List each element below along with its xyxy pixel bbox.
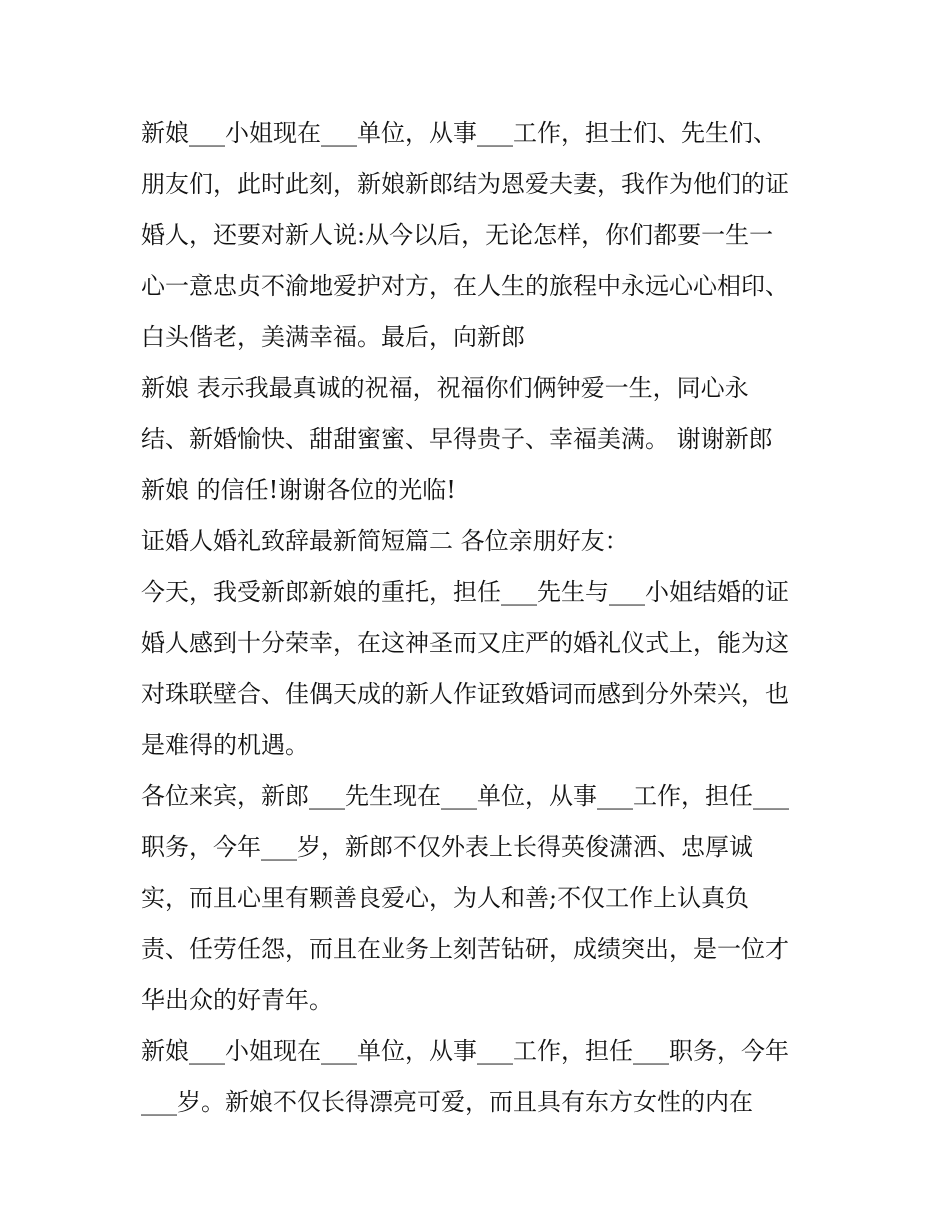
document-body	[141, 108, 821, 1128]
text-line: 责、任劳任怨，而且在业务上刻苦钻研，成绩突出，是一位才	[141, 935, 789, 963]
text-line: 职务，今年___岁，新郎不仅外表上长得英俊潇洒、忠厚诚	[141, 833, 753, 861]
text-line: 今天，我受新郎新娘的重托，担任___先生与___小姐结婚的证	[141, 578, 789, 606]
text-line: 对珠联壁合、佳偶天成的新人作证致婚词而感到分外荣兴，也	[141, 680, 789, 708]
text-line: 各位来宾，新郎___先生现在___单位，从事___工作，担任___	[141, 782, 789, 810]
text-line: 实，而且心里有颗善良爱心，为人和善;不仅工作上认真负	[141, 884, 750, 912]
text-line: 是难得的机遇。	[141, 731, 309, 759]
text-line: 朋友们，此时此刻，新娘新郎结为恩爱夫妻，我作为他们的证	[141, 170, 789, 198]
text-line: 心一意忠贞不渝地爱护对方，在人生的旅程中永远心心相印、	[141, 272, 789, 300]
text-line: 婚人，还要对新人说:从今以后，无论怎样，你们都要一生一	[141, 221, 774, 249]
text-line: 新娘 的信任!谢谢各位的光临!	[141, 476, 456, 504]
text-line: 新娘___小姐现在___单位，从事___工作，担士们、先生们、	[141, 119, 777, 147]
text-line: 新娘 表示我最真诚的祝福，祝福你们俩钟爱一生，同心永	[141, 374, 749, 402]
text-line: 白头偕老，美满幸福。最后，向新郎	[141, 323, 525, 351]
text-line: 婚人感到十分荣幸，在这神圣而又庄严的婚礼仪式上，能为这	[141, 629, 789, 657]
section-heading-line: 证婚人婚礼致辞最新简短篇二 各位亲朋好友：	[141, 527, 629, 555]
text-line: ___岁。新娘不仅长得漂亮可爱，而且具有东方女性的内在	[141, 1088, 753, 1116]
text-line: 新娘___小姐现在___单位，从事___工作，担任___职务，今年	[141, 1037, 789, 1065]
text-line: 华出众的好青年。	[141, 986, 333, 1014]
text-line: 结、新婚愉快、甜甜蜜蜜、早得贵子、幸福美满。 谢谢新郎	[141, 425, 773, 453]
